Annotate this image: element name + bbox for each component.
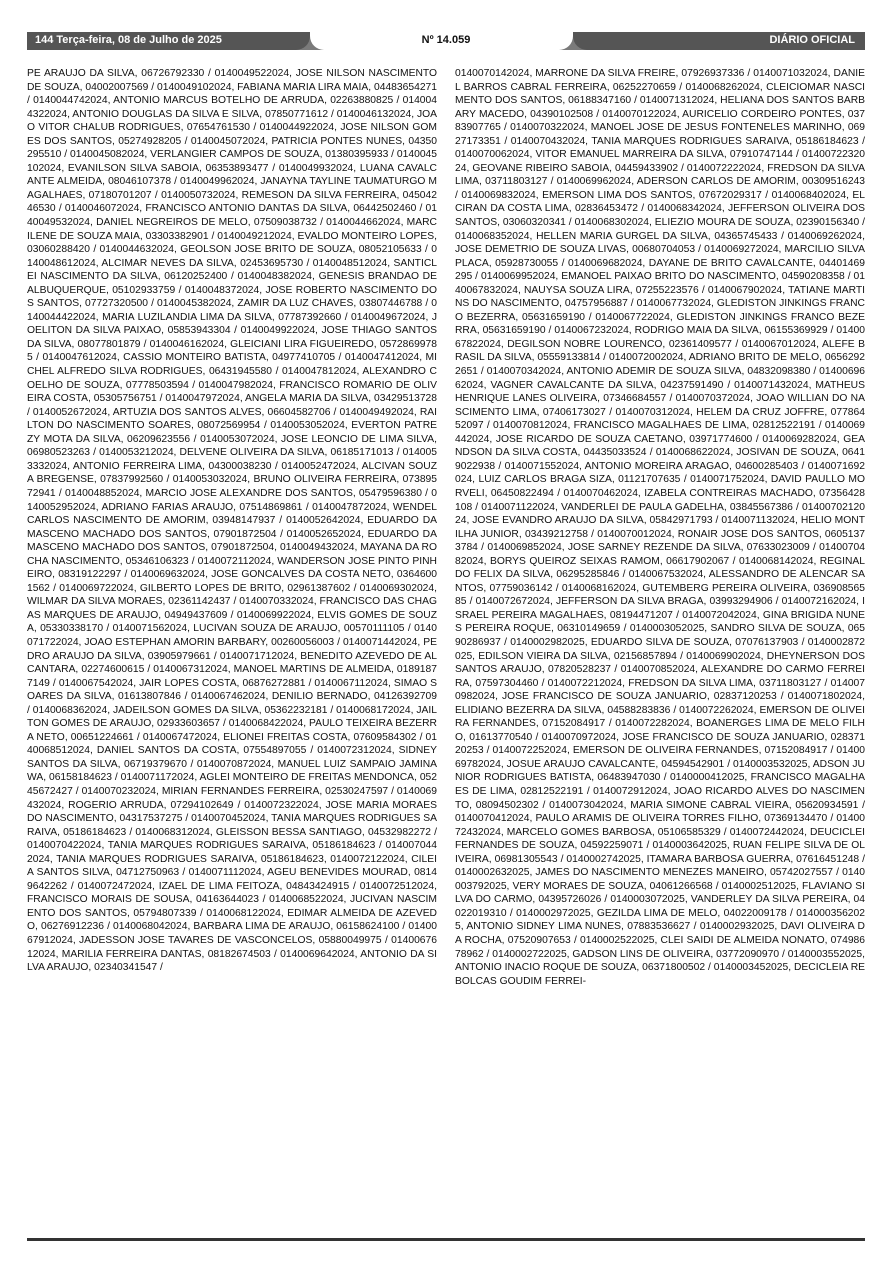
footer-rule bbox=[27, 1238, 865, 1241]
text-column-left: PE ARAUJO DA SILVA, 06726792330 / 0140049522024, JOSE NILSON NASCIMENTO DE SOUZA, 04002007569 / 0140049102024, FABIANA MARIA LIRA MAIA, 04483654271 / 0140044742024, ANTONIO MARCUS BOTELHO DE ARRUDA, 02263880825 / 0140044322024, ANTONIO DOUGLAS DA SILVA E SILVA, 07850771612 / 0140046132024, JOAO VITOR CHALUB RODRIGUES, 07654761530 / 0140044922024, JOSE NILSON GOMES DOS SANTOS, 05274928205 / 0140045072024, PATRICIA PONTES NUNES, 04350295510 / 0140045082024, VERLANGIER CAMPOS DE SOUZA, 01380395933 / 0140045102024, EVANILSON SILVA SABOIA, 06353893477 / 0140049932024, LUANA CAVALCANTE ALMEIDA, 08046107378 / 0140049962024, JANAYNA TAYLINE TAUMATURGO MAGALHAES, 07180701207 / 0140050732024, REMESON DA SILVA FERREIRA, 04504246530 / 0140046072024, FRANCISCO ANTONIO DANTAS DA SILVA, 06442502460 / 0140049532024, DANIEL NEGREIROS DE MELO, 07509038732 / 0140044662024, MARCILENE DE SOUZA MAIA, 03303382901 / 0140049212024, EVALDO MONTEIRO LOPES, 03060288420 / 0140044632024, GEOLSON JOSE BRITO DE SOUZA, 08052105633 / 0140048612024, ALCIMAR NEVES DA SILVA, 02453695730 / 0140048512024, SANTICLEI NASCIMENTO DA SILVA, 06120252400 / 0140048382024, GENESIS BRANDAO DE ALBUQUERQUE, 05102933759 / 0140048372024, JOSE ROBERTO NASCIMENTO DOS SANTOS, 07727320500 / 0140045382024, ZAMIR DA LUZ CHAVES, 03807446788 / 0140044422024, MARIA LUZILANDIA LIMA DA SILVA, 07787392660 / 0140049672024, JOELITON DA SILVA PAIXAO, 05853943304 / 0140049922024, JOSE THIAGO SANTOS DA SILVA, 08077801879 / 0140046162024, GLEICIANI LIRA FIGUEIREDO, 05728699785 / 0140047612024, CASSIO MONTEIRO BATISTA, 04977410705 / 0140047412024, MICHEL ALFREDO SILVA RODRIGUES, 06431945580 / 0140047812024, ALEXANDRO COELHO DE SOUZA, 07778503594 / 0140047982024, FRANCISCO ROMARIO DE OLIVEIRA COSTA, 05305756751 / 0140047972024, ANGELA MARIA DA SILVA, 03429513728 / 0140052672024, ARTUZIA DOS SANTOS ALVES, 06604582706 / 0140049492024, RAILTON DO NASCIMENTO SOARES, 08072569954 / 0140053052024, EVERTON PATREZY MOTA DA SILVA, 06209623556 / 0140053072024, JOSE LEONCIO DE LIMA SILVA, 06980523263 / 0140053212024, DELVENE OLIVEIRA DA SILVA, 06185171013 / 0140053332024, ANTONIO FERREIRA LIMA, 04300038230 / 0140052472024, ALCIVAN SOUZA BREGENSE, 07837992560 / 0140053032024, BRUNO OLIVEIRA FERREIRA, 07389572941 / 0140048852024, MARCIO JOSE ALEXANDRE DOS SANTOS, 05479596380 / 0140052952024, ADRIANO FARIAS ARAUJO, 07514869861 / 0140047872024, WENDEL CARLOS NASCIMENTO DE AMORIM, 03948147937 / 0140052642024, EDUARDO DAMASCENO MACHADO DOS SANTOS, 07901872504 / 0140052652024, EDUARDO DAMASCENO MACHADO DOS SANTOS, 07901872504, 0140049432024, MAYANA DA ROCHA NASCIMENTO, 05346106323 / 0140072112024, WANDERSON JOSE PINTO PINHEIRO, 08319122297 / 0140069632024, JOSE GONCALVES DA COSTA NETO, 03646001562 / 0140069722024, GILBERTO LOPES DE BRITO, 02961387602 / 0140069302024, WILMAR DA SILVA MORAES, 02361142437 / 0140070332024, FRANCISCO DAS CHAGAS MARQUES DE ARAUJO, 04949437609 / 0140069922024, ELVIS GOMES DE SOUZA, 05330338170 / 0140071562024, LUCIVAN SOUZA DE ARAUJO, 00570111105 / 0140071722024, JOAO ESTEPHAN AMORIN BARBARY, 00260056003 / 0140071442024, PEDRO ARAUJO DA SILVA, 03905979661 / 0140071712024, BENEDITO AZEVEDO DE ALCANTARA, 02274600615 / 0140067312024, MANOEL MARTINS DE ALMEIDA, 01891877149 / 0140067542024, JAIR LOPES COSTA, 06876272881 / 0140067112024, SIMAO SOARES DA SILVA, 01613807846 / 0140067462024, DENILIO BERNADO, 04126392709 / 0140068362024, JADEILSON GOMES DA SILVA, 05362232181 / 0140068172024, JAILTON GOMES DE ARAUJO, 02933603657 / 0140068422024, PAULO TEIXEIRA BEZERRA NETO, 00651224661 / 0140067472024, ELIONEI FREITAS COSTA, 07609584302 / 0140068512024, DANIEL SANTOS DA COSTA, 07554897055 / 0140072312024, SIDNEY SANTOS DA SILVA, 06719379670 / 0140070872024, MANUEL LUIZ SAMPAIO JAMINAWA, 06158184623 / 0140071172024, AGLEI MONTEIRO DE FREITAS MENDONCA, 05245672427 / 0140070232024, MIRIAN FERNANDES FERREIRA, 02530247597 / 0140069432024, ROGERIO ARRUDA, 07294102649 / 0140072322024, JOSE MARIA MORAES DO NASCIMENTO, 04317537275 / 0140070452024, TANIA MARQUES RODRIGUES SARAIVA, 05186184623 / 0140068312024, GLEISSON BESSA SANTIAGO, 04532982272 / 0140070422024, TANIA MARQUES RODRIGUES SARAIVA, 05186184623 / 0140070442024, TANIA MARQUES RODRIGUES SARAIVA, 05186184623, 0140072122024, CILEIA SANTOS SILVA, 04712750963 / 0140071112024, AGEU BENEVIDES MOURAD, 08149642262 / 0140072472024, IZAEL DE LIMA FEITOZA, 04843424915 / 0140072512024, FRANCISCO MORAIS DE SOUSA, 04163644023 / 0140068522024, JUCIVAN NASCIMENTO DOS SANTOS, 05794807339 / 0140068122024, EDIMAR ALMEIDA DE AZEVEDO, 06276912236 / 0140068042024, BARBARA LIMA DE ARAUJO, 06158624100 / 0140067912024, JADESSON JOSE TAVARES DE VASCONCELOS, 05880049975 / 0140067612024, MARILIA FERREIRA DANTAS, 08182674503 / 0140069642024, ANTONIO DA SILVA ARAUJO, 02340341547 / bbox=[27, 68, 437, 974]
issue-number: Nº 14.059 bbox=[421, 34, 471, 46]
publication-title: DIÁRIO OFICIAL bbox=[769, 34, 855, 46]
page-number-date: 144 Terça-feira, 08 de Julho de 2025 bbox=[35, 34, 222, 46]
text-column-right: 0140070142024, MARRONE DA SILVA FREIRE, 07926937336 / 0140071032024, DANIEL BARROS CABRAL FERREIRA, 06252270659 / 0140068262024, CLEICIOMAR NASCIMENTO DOS SANTOS, 06188347160 / 0140071312024, HELIANA DOS SANTOS BARBARY MACEDO, 04390102508 / 0140070122024, AURICELIO CORDEIRO PONTES, 03783907765 / 0140070322024, MANOEL JOSE DE JESUS FONTENELES MARINHO, 06927173351 / 0140070432024, TANIA MARQUES RODRIGUES SARAIVA, 05186184623 / 0140070062024, VITOR EMANUEL MARREIRA DA SILVA, 07910747144 / 0140072232024, GEOVANE RIBEIRO SABOIA, 04459433902 / 0140072222024, FREDSON DA SILVA LIMA, 03711803127 / 0140069962024, ADERSON CARLOS DE AMORIM, 00309516243 / 0140069832024, EMERSON LIMA DOS SANTOS, 07672029317 / 0140068402024, ELCIRAN DA COSTA LIMA, 02836453472 / 0140068342024, JEFFERSON OLIVEIRA DOS SANTOS, 03060320341 / 0140068302024, ELIEZIO MOURA DE SOUZA, 02390156340 / 0140068352024, HELLEN MARIA GURGEL DA SILVA, 04365745433 / 0140069262024, JOSE DEMETRIO DE SOUZA LIVAS, 00680704053 / 0140069272024, MARCILIO SILVA PLACA, 05928730055 / 0140069682024, DAYANE DE BRITO CAVALCANTE, 04401469295 / 0140069952024, EMANOEL PAIXAO BRITO DO NASCIMENTO, 04590208358 / 0140067832024, NAUYSA SOUZA LIRA, 07255223576 / 0140067902024, TATIANE MARTINS DO NASCIMENTO, 04757956887 / 0140067732024, GLEDISTON JINKINGS FRANCO BEZERRA, 05631659190 / 0140067722024, GLEDISTON JINKINGS FRANCO BEZERRA, 05631659190 / 0140067232024, RODRIGO MAIA DA SILVA, 06155369929 / 0140067822024, DEGILSON NOBRE LOURENCO, 02361409577 / 0140067012024, ALEFE BRASIL DA SILVA, 05559133814 / 0140072002024, ADRIANO BRITO DE MELO, 06562922651 / 0140070342024, ANTONIO ADEMIR DE SOUZA SILVA, 04832098380 / 0140069662024, VAGNER CAVALCANTE DA SILVA, 04237591490 / 0140071432024, MATHEUS HENRIQUE LANES OLIVEIRA, 07346684557 / 0140070372024, JOAO WILLIAN DO NASCIMENTO LIMA, 07406173027 / 0140070312024, HELEM DA CRUZ JOFFRE, 07786452097 / 0140070812024, FRANCISCO MAGALHAES DE LIMA, 02812522191 / 0140069442024, JOSE RICARDO DE SOUZA CAETANO, 03971774600 / 0140069282024, GEANDSON DA SILVA COSTA, 04435033524 / 0140068622024, JOSIVAN DE SOUZA, 06419022938 / 0140071552024, ANTONIO MOREIRA ARAGAO, 04600285403 / 0140071692024, LUIZ CARLOS BRAGA SIZA, 01121707635 / 0140071752024, DAVID PAULLO MORVELI, 06450822494 / 0140070462024, IZABELA CONTREIRAS MACHADO, 07356428108 / 0140071122024, VANDERLEI DE PAULA GADELHA, 03845567386 / 0140070212024, JOSE EVANDRO ARAUJO DA SILVA, 05842971793 / 0140071132024, HELIO MONTILHA JUNIOR, 03439212758 / 0140070012024, RONAIR JOSE DOS SANTOS, 06051373784 / 0140069852024, JOSE SARNEY REZENDE DA SILVA, 07633023009 / 0140070482024, BORYS QUEIROZ SEIXAS RAMOM, 06617902067 / 0140068142024, REGINALDO FELIX DA SILVA, 06295285846 / 0140067532024, ALESSANDRO DE ALENCAR SANTOS, 07759036142 / 0140068162024, GUTEMBERG PEREIRA OLIVEIRA, 03690856585 / 0140072672024, JEFFERSON DA SILVA BRAGA, 03993294906 / 0140072162024, ISRAEL PEREIRA MAGALHAES, 08194471207 / 0140072042024, GINA BRIGIDA NUNES PEREIRA ROQUE, 06310149659 / 0140003052025, SANDRO SILVA DE SOUZA, 06590286937 / 0140002982025, EDUARDO SILVA DE SOUZA, 07076137903 / 0140002872025, EDILSON VIEIRA DA SILVA, 02156857894 / 0140069902024, DHEYNERSON DOS SANTOS ARAUJO, 07820528237 / 0140070852024, ALEXANDRE DO CARMO FERREIRA, 07597304460 / 0140072212024, FREDSON DA SILVA LIMA, 03711803127 / 0140070982024, JOSE FRANCISCO DE SOUZA JANUARIO, 02837120253 / 0140071802024, ELIDIANO BEZERRA DA SILVA, 04588283836 / 0140072262024, EMERSON DE OLIVEIRA FERNANDES, 07152084917 / 0140072282024, BOANERGES LIMA DE MELO FILHO, 01613770540 / 0140070972024, JOSE FRANCISCO DE SOUZA JANUARIO, 02837120253 / 0140072252024, EMERSON DE OLIVEIRA FERNANDES, 07152084917 / 0140069782024, JOSUE ARAUJO CAVALCANTE, 04594542901 / 0140003532025, ADSON JUNIOR RODRIGUES BATISTA, 06483947030 / 0140000412025, FRANCISCO MAGALHAES DE LIMA, 02812522191 / 0140072912024, JOAO RICARDO ALVES DO NASCIMENTO, 08094502302 / 0140073042024, MARIA SIMONE CABRAL VIEIRA, 05620934591 / 0140070412024, PAULO ARAMIS DE OLIVEIRA TORRES FILHO, 07369134470 / 0140072432024, MARCELO GOMES BARBOSA, 05106585329 / 0140072442024, DEUCICLEI FERNANDES DE SOUZA, 04592259071 / 0140003642025, RUAN FELIPE SILVA DE OLIVEIRA, 06981305543 / 0140002742025, ITAMARA BARBOSA GUERRA, 07616451248 / 0140002632025, JAMES DO NASCIMENTO MENEZES MANEIRO, 05742027557 / 0140003792025, VERY MORAES DE SOUZA, 04061266568 / 0140002512025, FLAVIANO SILVA DO CARMO, 04395726026 / 0140003072025, VANDERLEY DA SILVA PEREIRA, 04022019310 / 0140002972025, GEZILDA LIMA DE MELO, 04022009178 / 0140003562025, ANTONIO SIDNEY LIMA NUNES, 07883536627 / 0140002932025, DAVI OLIVEIRA DA ROCHA, 07520907653 / 0140002522025, CLEI SAIDI DE ALMEIDA NONATO, 07498678962 / 0140002722025, GADSON LINS DE OLIVEIRA, 03772090970 / 0140003552025, ANTONIO INACIO ROQUE DE SOUZA, 06371800502 / 0140003452025, DECICLEIA REBOLCAS GOUDIM FERREI- bbox=[455, 68, 865, 987]
page-header bbox=[27, 32, 865, 50]
